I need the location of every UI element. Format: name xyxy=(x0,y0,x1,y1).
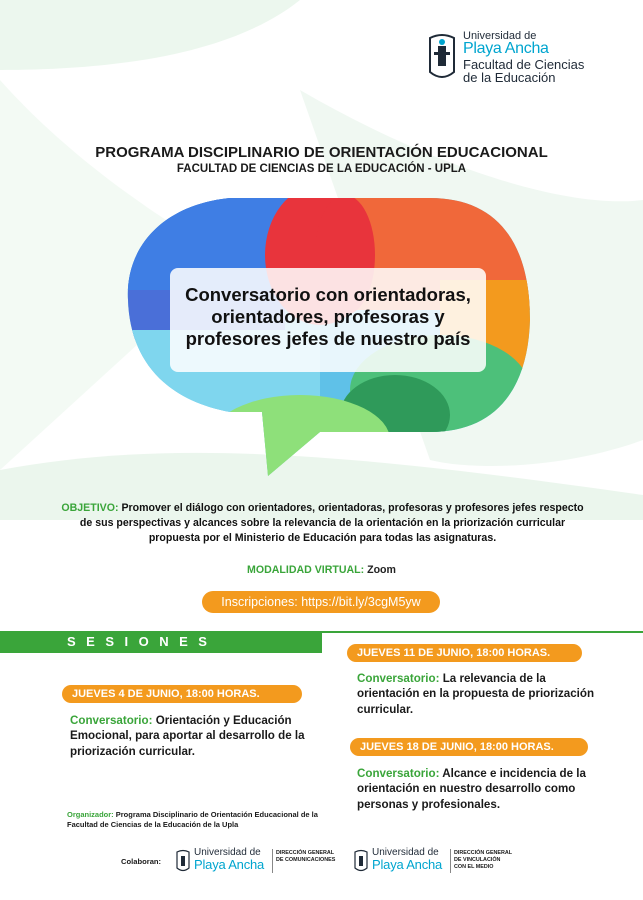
logo-faculty-line2: de la Educación xyxy=(463,70,556,85)
hero-line-3: profesores jefes de nuestro país xyxy=(185,328,471,349)
collab-name: Playa Ancha xyxy=(194,857,265,872)
objective-paragraph xyxy=(60,501,585,546)
modality-line xyxy=(0,564,643,576)
session-label: Conversatorio: xyxy=(357,672,440,685)
collaborator-logo xyxy=(176,847,351,875)
logo-university-name: Playa Ancha xyxy=(463,40,549,57)
hero-line-1: Conversatorio con orientadoras, xyxy=(185,284,471,305)
session-date-badge: JUEVES 4 DE JUNIO, 18:00 HORAS. xyxy=(62,685,302,703)
sessions-divider xyxy=(322,631,643,633)
session-text: La relevancia de la orientación en la propuesta de priorización curricular. xyxy=(357,672,595,716)
organizer-note xyxy=(67,810,337,830)
collaborator-logo xyxy=(354,847,529,875)
session-description xyxy=(357,766,617,812)
organizer-label: Organizador: xyxy=(67,810,114,819)
session-label: Conversatorio: xyxy=(70,714,153,727)
upla-shield-icon xyxy=(176,849,190,873)
collab-department: DIRECCIÓN GENERAL DE COMUNICACIONES xyxy=(276,850,336,863)
logo-faculty-line1: Facultad de Ciencias xyxy=(463,57,585,72)
modality-label: MODALIDAD VIRTUAL: xyxy=(247,564,365,576)
session-text: Orientación y Educación Emocional, para aportar al desarrollo de la priorización curricular. xyxy=(70,714,305,758)
session-date-badge: JUEVES 11 DE JUNIO, 18:00 HORAS. xyxy=(347,644,582,662)
logo-separator xyxy=(450,849,451,873)
hero-line-2: orientadores, profesoras y xyxy=(211,306,445,327)
logo-separator xyxy=(272,849,273,873)
hero-card-text xyxy=(170,284,486,350)
collab-name: Playa Ancha xyxy=(372,857,443,872)
collab-department: DIRECCIÓN GENERAL DE VINCULACIÓN CON EL MEDIO xyxy=(454,850,513,870)
logo-university-prefix: Universidad de xyxy=(463,30,537,42)
session-description xyxy=(357,671,607,717)
signup-link-button[interactable]: Inscripciones: https://bit.ly/3cgM5yw xyxy=(202,591,440,613)
modality-value: Zoom xyxy=(367,564,396,576)
collab-prefix: Universidad de xyxy=(194,847,261,858)
session-date-badge: JUEVES 18 DE JUNIO, 18:00 HORAS. xyxy=(350,738,588,756)
session-description xyxy=(70,713,310,759)
upla-shield-icon xyxy=(427,32,457,82)
university-logo xyxy=(427,30,607,88)
objective-text: Promover el diálogo con orientadores, orientadoras, profesoras y profesores jefes respecto de sus perspectivas y alcances sobre la relevancia de la orientación en la priorización curricular propuesta por el Ministerio de Educación para todas las asignaturas. xyxy=(79,502,584,544)
sessions-header-bar xyxy=(0,631,322,653)
page-title: PROGRAMA DISCIPLINARIO DE ORIENTACIÓN EDUCACIONAL xyxy=(95,144,548,161)
upla-shield-icon xyxy=(354,849,368,873)
collab-prefix: Universidad de xyxy=(372,847,439,858)
objective-label: OBJETIVO: xyxy=(61,502,119,514)
session-label: Conversatorio: xyxy=(357,767,440,780)
collaborators-label: Colaboran: xyxy=(121,857,162,866)
organizer-text: Programa Disciplinario de Orientación Educacional de la Facultad de Ciencias de la Educación de la Upla xyxy=(67,810,318,829)
page-subtitle: FACULTAD DE CIENCIAS DE LA EDUCACIÓN - UPLA xyxy=(176,163,467,175)
session-text: Alcance e incidencia de la orientación en nuestro desarrollo como personas y profesionales. xyxy=(357,767,586,811)
sessions-heading: SESIONES xyxy=(67,634,218,649)
